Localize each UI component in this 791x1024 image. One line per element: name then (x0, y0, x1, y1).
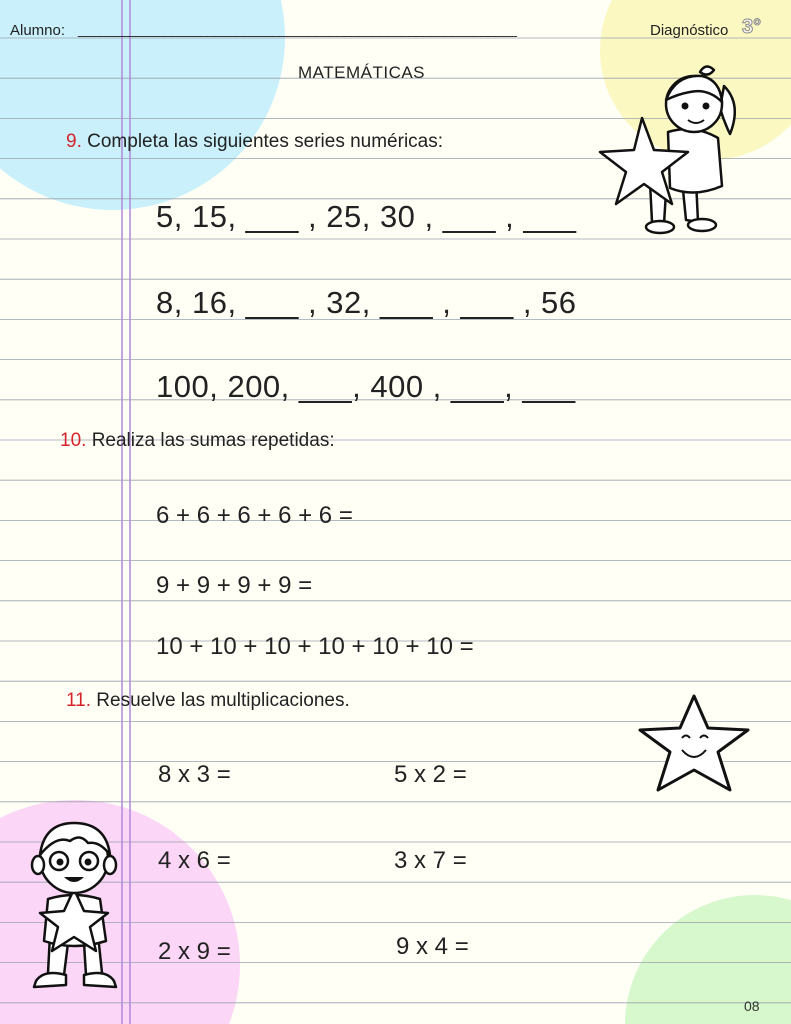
sum-row[interactable]: 6 + 6 + 6 + 6 + 6 = (156, 502, 353, 529)
question-11-text: Resuelve las multiplicaciones. (96, 690, 350, 711)
question-10-text: Realiza las sumas repetidas: (91, 430, 335, 451)
question-10 (60, 430, 335, 452)
page-number: 08 (744, 998, 760, 1014)
sum-row[interactable]: 10 + 10 + 10 + 10 + 10 + 10 = (156, 633, 474, 660)
question-9 (66, 131, 443, 153)
question-9-text: Completa las siguientes series numéricas: (87, 131, 444, 152)
multiplication-left-1[interactable]: 8 x 3 = (158, 761, 231, 788)
question-9-number: 9. (66, 131, 82, 152)
page-title: MATEMÁTICAS (298, 63, 426, 82)
girl-with-star-illustration (590, 62, 750, 242)
multiplication-right-1[interactable]: 5 x 2 = (394, 761, 467, 788)
multiplication-left-2[interactable]: 4 x 6 = (158, 847, 231, 874)
diagnostic-label: Diagnóstico (650, 22, 729, 39)
question-11 (66, 690, 350, 712)
smiling-star-illustration (630, 690, 760, 800)
question-11-number: 11. (66, 690, 92, 711)
series-row[interactable]: 100, 200, ___, 400 , ___, ___ (156, 369, 576, 404)
series-row[interactable]: 5, 15, ___ , 25, 30 , ___ , ___ (156, 199, 577, 234)
boy-with-star-illustration (14, 815, 134, 995)
question-10-number: 10. (60, 430, 87, 451)
multiplication-right-2[interactable]: 3 x 7 = (394, 847, 467, 874)
grade-label: 3° (742, 16, 762, 38)
multiplication-left-3[interactable]: 2 x 9 = (158, 938, 231, 965)
multiplication-right-3[interactable]: 9 x 4 = (396, 933, 469, 960)
series-row[interactable]: 8, 16, ___ , 32, ___ , ___ , 56 (156, 285, 577, 320)
student-name-line[interactable]: _____________________________________________________________ (78, 21, 517, 37)
student-label: Alumno: (10, 22, 66, 39)
sum-row[interactable]: 9 + 9 + 9 + 9 = (156, 572, 313, 599)
